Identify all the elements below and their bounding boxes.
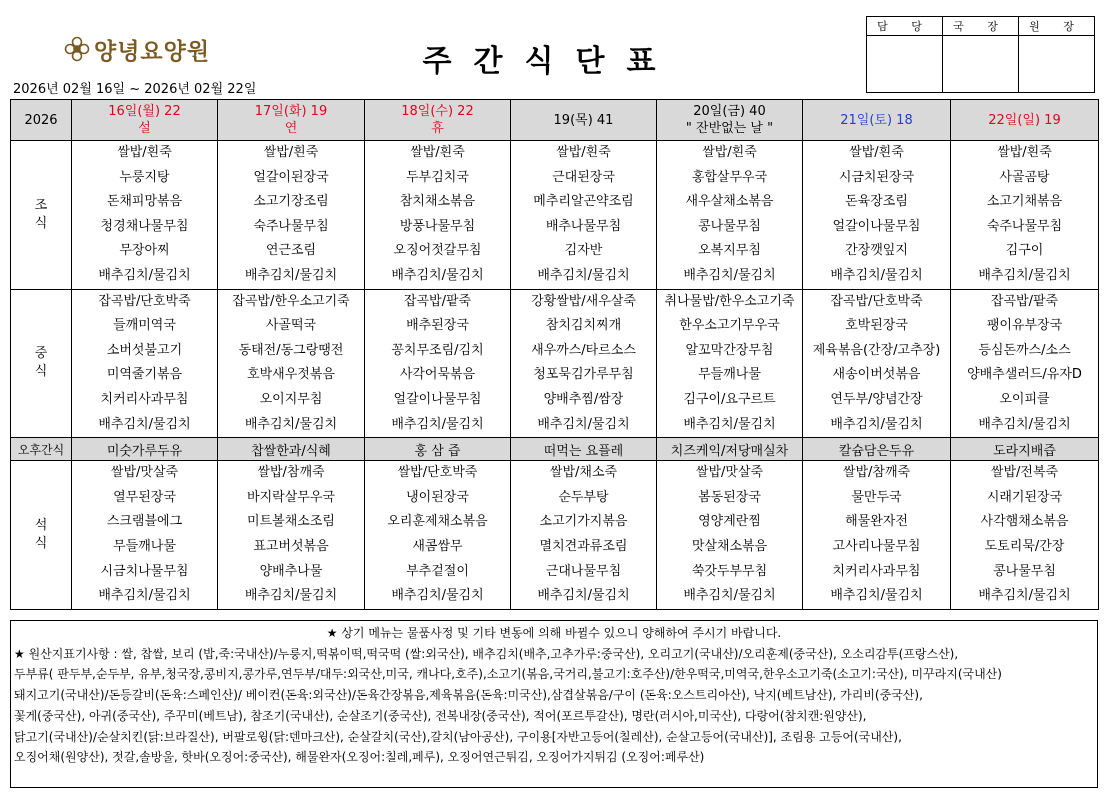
menu-item: 오이지무침: [259, 391, 323, 407]
approval-header-director: 국 장: [943, 17, 1019, 36]
lunch-row: [11, 289, 1099, 438]
breakfast-day-cell: [365, 141, 511, 290]
lunch-day-cell: [72, 289, 218, 438]
menu-item: 사골떡국: [265, 318, 317, 334]
menu-item: 메추리알곤약조림: [533, 194, 634, 210]
day-date: 22일(일) 19: [988, 112, 1061, 128]
menu-item: 숙주나물무침: [253, 218, 329, 234]
menu-item: 미트볼채소조림: [247, 514, 335, 530]
menu-item: 바지락살무우국: [247, 489, 335, 505]
menu-item: 제육볶음(간장/고추장): [812, 342, 941, 358]
menu-item: 배추김치/물김치: [98, 588, 191, 604]
menu-item: 물만두국: [851, 489, 902, 505]
menu-item: 쌀밥/전복죽: [990, 465, 1059, 481]
menu-item: 양배추샐러드/유자D: [967, 367, 1082, 383]
menu-item: 양배추나물: [259, 563, 323, 579]
approval-sign-head: [1019, 36, 1095, 93]
snack-cell: 찹쌀한과/식혜: [218, 438, 365, 461]
menu-item: 누룽지탕: [119, 169, 170, 185]
day-header: [511, 100, 657, 141]
menu-item: 배추김치/물김치: [683, 416, 776, 432]
menu-item: 얼갈이나물무침: [832, 218, 921, 234]
day-date: 19(목) 41: [553, 112, 614, 128]
menu-item: 오징어젓갈무침: [393, 243, 482, 259]
menu-item: 들깨미역국: [113, 318, 176, 334]
day-date: 21일(토) 18: [840, 112, 913, 128]
menu-item: 쌀밥/흰죽: [117, 145, 172, 160]
meal-label-dinner: [11, 461, 72, 610]
menu-item: 돈육장조림: [845, 194, 908, 210]
day-note: " 잔반없는 날 ": [685, 121, 774, 136]
menu-item: 소고기채볶음: [986, 194, 1063, 210]
menu-item: 표고버섯볶음: [253, 538, 329, 554]
breakfast-day-cell: [218, 141, 365, 290]
menu-item: 소버섯불고기: [106, 342, 183, 358]
menu-item: 배추된장국: [406, 318, 469, 334]
menu-item: 한우소고기무우국: [679, 318, 780, 334]
origin-line: 돼지고기(국내산)/돈등갈비(돈육:스페인산)/ 베이컨(돈육:외국산)/돈육간장볶음,제육볶음(돈육:미국산),삼겹살볶음/구이 (돈육:오스트리아산), 낙지(베트남산), 가리비(중국산),: [14, 688, 923, 703]
menu-item: 냉이된장국: [406, 489, 469, 505]
menu-item: 도토리묵/간장: [984, 538, 1065, 554]
approval-box: [866, 16, 1095, 93]
menu-item: 부추겉절이: [406, 563, 469, 579]
dinner-day-cell: [803, 461, 951, 610]
menu-item: 얼갈이나물무침: [393, 391, 482, 407]
menu-item: 청포묵김가루무침: [533, 367, 634, 383]
dinner-day-cell: [951, 461, 1099, 610]
menu-item: 알꼬막간장무침: [685, 342, 774, 358]
meal-label-char: 식: [34, 364, 48, 380]
menu-item: 등심돈까스/소스: [978, 342, 1071, 358]
menu-item: 쑥갓두부무침: [691, 563, 768, 579]
lunch-day-cell: [951, 289, 1099, 438]
day-header: [951, 100, 1099, 141]
menu-item: 열무된장국: [113, 489, 176, 505]
menu-item: 호박된장국: [845, 318, 908, 334]
dinner-day-cell: [365, 461, 511, 610]
meal-label-lunch: [11, 289, 72, 438]
menu-item: 쌀밥/단호박죽: [397, 465, 478, 481]
menu-item: 쌀밥/참깨죽: [257, 465, 325, 481]
menu-item: 배추김치/물김치: [391, 416, 484, 432]
menu-item: 무장아찌: [119, 243, 170, 259]
menu-item: 연두부/양념간장: [830, 391, 923, 407]
menu-item: 쌀밥/흰죽: [410, 145, 465, 160]
menu-item: 배추김치/물김치: [830, 267, 923, 283]
menu-item: 콩나물무침: [698, 218, 761, 234]
menu-item: 치커리사과무침: [832, 563, 921, 579]
menu-item: 숙주나물무침: [986, 218, 1063, 234]
menu-item: 간장깻잎지: [845, 243, 908, 259]
day-note: 설: [138, 121, 151, 136]
snack-cell: 떠먹는 요플레: [511, 438, 657, 461]
menu-item: 무들깨나물: [113, 538, 176, 554]
menu-item: 치커리사과무침: [100, 391, 189, 407]
menu-item: 쌀밥/참깨죽: [842, 465, 911, 481]
breakfast-day-cell: [511, 141, 657, 290]
breakfast-day-cell: [803, 141, 951, 290]
menu-item: 홍합살무우국: [691, 169, 768, 185]
menu-item: 쌀밥/흰죽: [263, 145, 319, 160]
menu-item: 잡곡밥/팥죽: [990, 293, 1059, 309]
menu-item: 동태전/동그랑땡전: [238, 342, 344, 358]
menu-item: 잡곡밥/단호박죽: [830, 293, 923, 309]
snack-row: [11, 438, 1099, 461]
menu-item: 오리훈제채소볶음: [387, 514, 488, 530]
menu-item: 배추김치/물김치: [537, 588, 630, 604]
menu-item: 호박새우젓볶음: [247, 367, 335, 383]
approval-sign-director: [943, 36, 1019, 93]
dinner-day-cell: [72, 461, 218, 610]
menu-item: 배추나물무침: [545, 218, 622, 234]
menu-item: 근대된장국: [552, 169, 615, 185]
year-cell: 2026: [11, 100, 72, 141]
lunch-day-cell: [218, 289, 365, 438]
date-range: 2026년 02월 16일 ~ 2026년 02월 22일: [13, 82, 257, 97]
approval-sign-staff: [867, 36, 943, 93]
meal-label-breakfast: [11, 141, 72, 290]
menu-item: 팽이유부장국: [986, 318, 1063, 334]
menu-item: 잡곡밥/단호박죽: [98, 293, 191, 309]
menu-item: 청경채나물무침: [100, 218, 189, 234]
menu-item: 쌀밥/맛살죽: [110, 465, 179, 481]
header-row: [11, 100, 1099, 141]
menu-item: 멸치견과류조림: [539, 538, 628, 554]
menu-item: 소고기장조림: [253, 194, 329, 210]
menu-item: 배추김치/물김치: [537, 267, 630, 283]
menu-item: 쌀밥/흰죽: [849, 145, 904, 160]
lunch-day-cell: [803, 289, 951, 438]
notes-title: ★ 상기 메뉴는 물품사정 및 기타 변동에 의해 바뀔수 있으니 양해하여 주시기 바랍니다.: [326, 626, 782, 640]
menu-item: 쌀밥/맛살죽: [695, 465, 764, 481]
origin-line: 오징어채(원양산), 젓갈,솔방울, 핫바(오징어:중국산), 해물완자(오징어:칠레,페루), 오징어연근튀김, 오징어가지튀김 (오징어:페루산): [14, 750, 705, 765]
menu-item: 사각햄채소볶음: [980, 514, 1069, 530]
menu-item: 배추김치/물김치: [978, 588, 1071, 604]
dinner-day-cell: [657, 461, 803, 610]
lunch-day-cell: [511, 289, 657, 438]
menu-item: 오이피클: [999, 391, 1050, 407]
menu-item: 새우살채소볶음: [685, 194, 774, 210]
logo-text: 양녕요양원: [94, 37, 211, 65]
dinner-row: [11, 461, 1099, 610]
menu-item: 배추김치/물김치: [830, 416, 923, 432]
menu-item: 꽁치무조림/김치: [391, 342, 484, 358]
menu-item: 김구이/요구르트: [683, 391, 776, 407]
lunch-day-cell: [657, 289, 803, 438]
notes-box: [10, 620, 1098, 788]
menu-item: 무들깨나물: [698, 367, 761, 383]
menu-item: 김구이: [1005, 243, 1044, 259]
day-date: 20일(금) 40: [693, 104, 766, 119]
menu-item: 배추김치/물김치: [978, 416, 1071, 432]
menu-item: 두부김치국: [406, 169, 469, 185]
menu-item: 봄동된장국: [698, 489, 761, 505]
menu-item: 얼갈이된장국: [253, 169, 329, 185]
menu-item: 배추김치/물김치: [978, 267, 1071, 283]
dinner-day-cell: [511, 461, 657, 610]
menu-item: 쌀밥/흰죽: [997, 145, 1052, 160]
menu-item: 스크램블에그: [106, 514, 183, 530]
meal-label-char: 석: [34, 517, 48, 533]
snack-cell: 미숫가루두유: [72, 438, 218, 461]
menu-item: 참치채소볶음: [399, 194, 476, 210]
menu-item: 돈채피망볶음: [106, 194, 183, 210]
meal-label-char: 식: [34, 535, 48, 551]
day-date: 16일(월) 22: [108, 104, 181, 119]
menu-item: 취나물밥/한우소고기죽: [664, 293, 795, 309]
menu-item: 배추김치/물김치: [830, 588, 923, 604]
menu-item: 맛살채소볶음: [691, 538, 768, 554]
menu-item: 배추김치/물김치: [391, 267, 484, 283]
menu-item: 사골곰탕: [999, 169, 1050, 185]
menu-item: 새우까스/타르소스: [531, 342, 636, 358]
menu-table: [10, 99, 1099, 610]
day-date: 18일(수) 22: [401, 104, 474, 119]
meal-label-snack: 오후간식: [11, 438, 72, 461]
menu-item: 배추김치/물김치: [244, 267, 338, 283]
menu-item: 배추김치/물김치: [391, 588, 484, 604]
day-header: [365, 100, 511, 141]
day-date: 17일(화) 19: [254, 104, 328, 119]
menu-item: 배추김치/물김치: [683, 267, 776, 283]
menu-item: 배추김치/물김치: [98, 416, 191, 432]
origin-line: 꽃게(중국산), 아귀(중국산), 주꾸미(베트남), 참조기(국내산), 순살조기(중국산), 전복내장(중국산), 적어(포르투갈산), 명란(러시아,미국산), 다랑어(참치캔:원양산),: [14, 708, 867, 723]
menu-item: 영양계란찜: [698, 514, 761, 530]
menu-item: 방풍나물무침: [399, 218, 476, 234]
meal-label-char: 식: [34, 215, 48, 231]
day-note: 휴: [431, 121, 444, 136]
menu-item: 잡곡밥/한우소고기죽: [232, 293, 350, 309]
menu-item: 새콤쌈무: [412, 538, 463, 554]
menu-item: 근대나물무침: [545, 563, 622, 579]
menu-item: 오복지무침: [698, 243, 761, 259]
snack-cell: 홍 삼 즙: [365, 438, 511, 461]
menu-item: 쌀밥/채소죽: [549, 465, 618, 481]
menu-item: 배추김치/물김치: [244, 416, 338, 432]
menu-item: 쌀밥/흰죽: [702, 145, 757, 160]
origin-line: 두부류( 판두부,순두부, 유부,청국장,콩비지,콩가루,연두부/대두:외국산,미국, 캐나다,호주),소고기(볶음,국거리,불고기:호주산)/한우떡국,미역국,한우소고기죽(소고기:국산), 미꾸라지(국내산): [14, 667, 1002, 682]
snack-cell: 치즈케익/저당매실차: [657, 438, 803, 461]
menu-item: 쌀밥/흰죽: [556, 145, 611, 160]
menu-item: 고사리나물무침: [832, 538, 921, 554]
menu-item: 해물완자전: [845, 514, 908, 530]
origin-line: ★ 원산지표기사항 : 쌀, 찹쌀, 보리 (밥,죽:국내산)/누룽지,떡볶이떡,떡국떡 (쌀:외국산), 배추김치(배추,고추가루:중국산), 오리고기(국내산)/오리훈제(중국산), 오소리감투(프랑스산),: [14, 646, 959, 661]
day-header: [803, 100, 951, 141]
meal-label-char: 조: [34, 197, 48, 213]
menu-item: 배추김치/물김치: [683, 588, 776, 604]
menu-item: 새송이버섯볶음: [832, 367, 921, 383]
menu-item: 양배추찜/쌈장: [543, 391, 624, 407]
menu-item: 김자반: [564, 243, 603, 259]
menu-item: 시래기된장국: [986, 489, 1063, 505]
snack-cell: 칼슘담은두유: [803, 438, 951, 461]
menu-item: 시금치나물무침: [100, 563, 189, 579]
menu-item: 순두부탕: [558, 489, 609, 505]
page-title: 주간식단표: [422, 44, 678, 79]
day-note: 연: [284, 121, 298, 136]
breakfast-day-cell: [951, 141, 1099, 290]
menu-item: 연근조림: [265, 243, 317, 259]
dinner-day-cell: [218, 461, 365, 610]
menu-item: 콩나물무침: [993, 563, 1056, 579]
breakfast-day-cell: [657, 141, 803, 290]
breakfast-row: [11, 141, 1099, 290]
snack-cell: 도라지배즙: [951, 438, 1099, 461]
flower-emblem-icon: [64, 36, 90, 62]
menu-item: 배추김치/물김치: [98, 267, 191, 283]
menu-item: 시금치된장국: [838, 169, 915, 185]
menu-item: 참치김치찌개: [545, 318, 622, 334]
day-header: [72, 100, 218, 141]
menu-item: 미역줄기볶음: [106, 367, 183, 383]
day-header: [657, 100, 803, 141]
meal-label-char: 중: [34, 346, 48, 362]
approval-header-head: 원 장: [1019, 17, 1095, 36]
breakfast-day-cell: [72, 141, 218, 290]
approval-header-staff: 담 당: [867, 17, 943, 36]
menu-item: 소고기가지볶음: [539, 514, 628, 530]
menu-item: 배추김치/물김치: [244, 588, 338, 604]
origin-line: 닭고기(국내산)/순살치킨(닭:브라질산), 버팔로윙(닭:덴마크산), 순살갈치(국산),갈치(남아공산), 구이용[자반고등어(칠레산), 순살고등어(국내산)], 조림용 고등어(국내산),: [14, 729, 902, 744]
lunch-day-cell: [365, 289, 511, 438]
menu-item: 강황쌀밥/새우살죽: [531, 293, 636, 309]
menu-item: 잡곡밥/팥죽: [403, 293, 472, 309]
menu-item: 사각어묵볶음: [399, 367, 476, 383]
menu-item: 배추김치/물김치: [537, 416, 630, 432]
logo: [64, 32, 210, 66]
day-header: [218, 100, 365, 141]
